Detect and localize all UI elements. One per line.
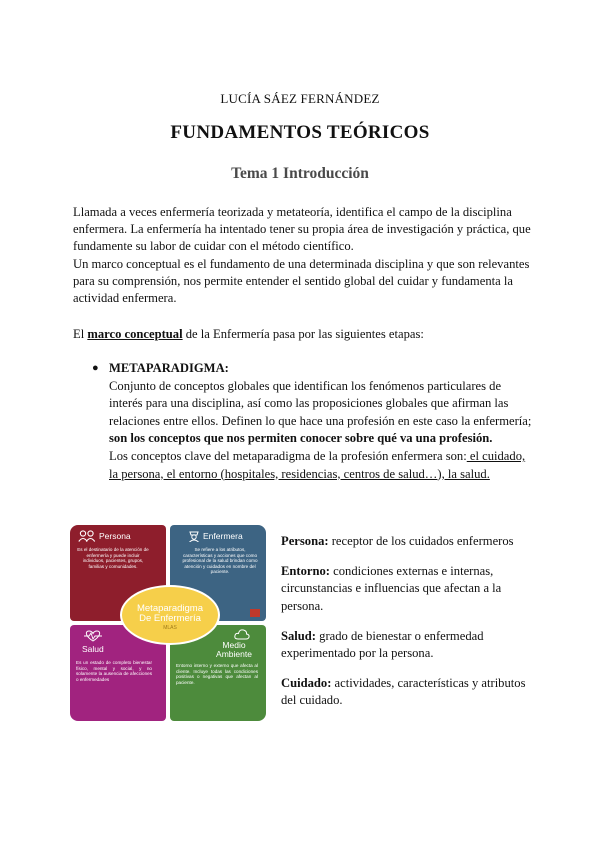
definition-text: grado de bienestar o enfermedad experimentado por la persona. (281, 628, 484, 661)
definitions-list (281, 533, 541, 723)
topic-heading: Tema 1 Introducción (231, 165, 369, 182)
marco-prefix: El (73, 327, 88, 341)
definition-cuidado (281, 675, 541, 709)
definition-text: receptor de los cuidados enfermeros (328, 534, 514, 548)
intro-text-1: Llamada a veces enfermería teorizada y metateoría, identifica el campo de la disciplina enfermera. La enfermería ha intentado tener su propia área de investigación y práctica, que fundamente su labor de cuidar con el método científico. (73, 205, 531, 254)
center-signature: MLAS (163, 625, 177, 631)
marco-suffix: de la Enfermería pasa por las siguientes etapas: (182, 327, 424, 341)
definition-text: actividades, características y atributos del cuidado. (281, 676, 526, 708)
center-title-line2: De Enfermería (139, 613, 201, 624)
enfermera-description: Se refiere a los atributos, características y acciones que como profesional de la salud brindan como atención y cuidados en nombre del paciente. (182, 547, 258, 575)
definition-term: Salud: (281, 628, 317, 643)
medio-ambiente-description: Entorno interno y externo que afecta al cliente. Incluye todas las condiciones positivas o negativas que afectan al paciente. (176, 663, 258, 685)
metaparadigma-key-concepts (109, 448, 532, 483)
author-name: LUCÍA SÁEZ FERNÁNDEZ (220, 91, 380, 106)
salud-description: Es un estado de completo bienestar físico, mental y social, y no solamente la ausencia de afecciones o enfermedades (76, 660, 152, 682)
people-icon (78, 530, 96, 542)
definition-term: Entorno: (281, 564, 330, 579)
metaparadigma-bold-text: son los conceptos que nos permiten conocer sobre qué va una profesión. (109, 431, 493, 446)
nurse-icon (188, 530, 200, 542)
metaparadigma-body (109, 360, 532, 483)
salud-label: Salud (82, 644, 104, 654)
persona-label: Persona (99, 531, 131, 541)
bullet-icon: ● (92, 362, 99, 374)
center-title-line1: Metaparadigma (136, 603, 203, 614)
enfermera-label: Enfermera (203, 531, 243, 541)
definition-salud (281, 628, 541, 662)
definition-term: Persona: (281, 534, 329, 548)
definition-persona (281, 533, 541, 550)
definition-term: Cuidado: (281, 676, 332, 691)
marco-conceptual-term: marco conceptual (87, 327, 183, 341)
metaparadigma-heading: METAPARADIGMA: (109, 361, 229, 375)
key-concepts-prefix: Los conceptos clave del metaparadigma de la profesión enfermera son: (109, 448, 467, 463)
key-concepts-list: el cuidado, la persona, el entorno (hospitales, residencias, centros de salud…), la salud. (109, 448, 526, 481)
persona-description: Es el destinatario de la atención de enfermería y puede incluir individuos, pacientes, grupos, familias y comunidades. (77, 547, 149, 569)
metaparadigma-definition (109, 378, 532, 448)
metaparadigma-bullet (92, 360, 532, 483)
definition-entorno (281, 563, 541, 615)
definition-text: condiciones externas e internas, circunstancias e influencias que afectan a la persona. (281, 564, 502, 613)
metaparadigma-center (120, 585, 220, 645)
intro-paragraph (73, 204, 533, 307)
decorative-sticker-icon (250, 609, 260, 617)
medio-ambiente-label: Medio Ambiente (216, 640, 252, 659)
document-title: FUNDAMENTOS TEÓRICOS (170, 122, 430, 143)
cloud-icon (234, 628, 250, 640)
metaparadigma-infographic (70, 525, 270, 725)
intro-text-2: Un marco conceptual es el fundamento de una determinada disciplina y que son relevantes para su comprensión, nos permite entender el sentido global del cuidar y fundamenta la actividad enfermera. (73, 256, 530, 306)
marco-paragraph (73, 326, 533, 343)
heartbeat-icon (84, 630, 102, 642)
metaparadigma-text: Conjunto de conceptos globales que identifican los fenómenos particulares de interés para una disciplina, así como las proposiciones globales que afirman las relaciones entre ellos. Definen lo que hace una profesión en este caso la enfermería; (109, 378, 532, 428)
